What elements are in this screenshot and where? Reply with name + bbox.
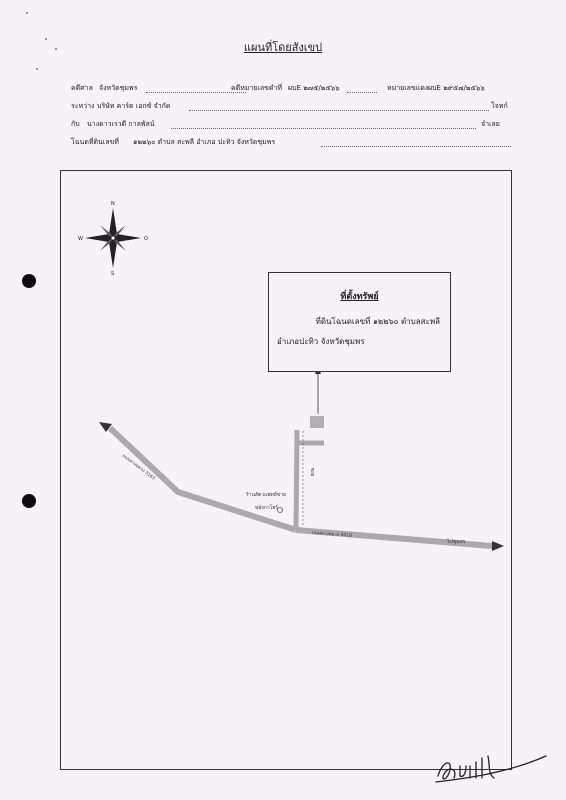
deed-value: ๑๒๒๖๐ ตำบล สะพลี อำเภอ ปะทิว จังหวัดชุมพร [133,138,276,146]
road-main-label: ถนนทางหลวง 3018 [311,531,353,539]
property-location-line1: ที่ดินโฉนดเลขที่ ๑๒๒๖๐ ตำบลสะพลี [315,317,440,326]
plaintiff-role: โจทก์ [491,102,508,110]
property-location-box [268,272,451,372]
property-location-title: ที่ตั้งทรัพย์ [340,292,379,302]
right-arrowhead [492,541,504,551]
compass-south-label: S [111,271,115,277]
shop-marker [278,508,283,513]
court-value: จังหวัดชุมพร [99,84,138,92]
with-label: กับ [71,120,80,128]
deed-label: โฉนดที่ดินเลขที่ [71,138,119,146]
road-left-label: ถนนทางหลวง 3163 [120,453,156,482]
red-number-value: ผบE ๒๙๕๗/๒๕๖๖ [428,84,485,92]
black-number-label: คดีหมายเลขดำที่ [231,84,283,92]
plaintiff-value: บริษัท คาร์ด เอกซ์ จำกัด [97,102,171,110]
black-number-value: ผบE ๒๗๕/๒๕๖๖ [288,84,340,92]
to-chumphon-label: ไปชุมพร [447,539,466,545]
between-label: ระหว่าง [71,102,95,110]
defendant-role: จำเลย [481,120,500,128]
shop-label-line1: ร้านสัตวแพทย์ขาย [246,492,286,498]
road-side-label: ซอย [309,468,314,477]
compass-west-label: W [78,236,83,242]
compass-rose [85,208,141,268]
compass-east-label: O [144,236,148,242]
side-road-vertical [296,430,297,530]
page-title: แผนที่โดยสังเขป [243,41,323,54]
shop-label-line2: หลังกาโยร์ [255,505,278,511]
signature [430,752,550,792]
defendant-value: นางดาวเรวดี กาลพัลน์ [87,120,155,128]
red-number-label: หมายเลขแดง [387,84,429,92]
property-parcel [310,416,324,428]
road-left-segment [110,428,296,530]
compass-north-label: N [111,201,115,207]
court-label: คดีศาล [71,84,93,92]
property-location-line2: อำเภอปะทิว จังหวัดชุมพร [277,337,365,346]
